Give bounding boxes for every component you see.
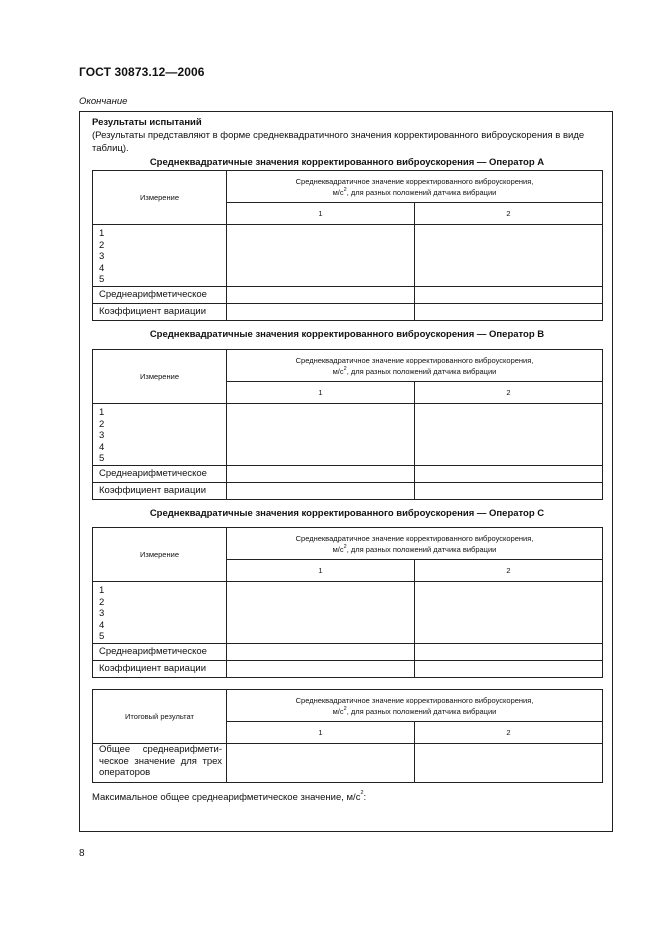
measurement-numbers: 1 2 3 4 5 — [93, 582, 227, 644]
value-header: Среднеквадратичное значение корректированного виброускорения, $м/с^2$, для разных положений датчика вибрации — [227, 690, 603, 722]
column-1-header: 1 — [227, 560, 415, 582]
value-cell[interactable] — [415, 286, 603, 303]
final-result-table — [92, 689, 603, 783]
value-cell[interactable] — [415, 643, 603, 660]
table-title-operator-b: Среднеквадратичные значения корректированного виброускорения — Оператор В — [149, 329, 545, 340]
value-cell[interactable] — [415, 465, 603, 482]
value-header: Среднеквадратичное значение корректированного виброускорения, $м/с^2$, для разных положений датчика вибрации — [227, 171, 603, 203]
column-1-header: 1 — [227, 382, 415, 404]
measurement-numbers: 1 2 3 4 5 — [93, 225, 227, 287]
continuation-label: Окончание — [79, 96, 128, 107]
results-table-operator-c — [92, 527, 603, 678]
table-title-operator-c: Среднеквадратичные значения корректированного виброускорения — Оператор С — [149, 508, 545, 519]
value-cell[interactable] — [415, 303, 603, 320]
value-cell[interactable] — [227, 482, 415, 499]
results-table-operator-b — [92, 349, 603, 500]
column-2-header: 2 — [415, 203, 603, 225]
column-2-header: 2 — [415, 382, 603, 404]
max-mean-value-line: Максимальное общее среднеарифметическое значение, $м/с^2$: — [92, 790, 367, 803]
final-result-header: Итоговый результат — [93, 690, 227, 744]
measure-header: Измерение — [93, 528, 227, 582]
column-2-header: 2 — [415, 560, 603, 582]
cv-row-label: Коэффициент вариации — [93, 303, 227, 320]
overall-mean-label: Общее среднеарифмети- ческое значение для трех операторов — [93, 744, 227, 783]
column-1-header: 1 — [227, 722, 415, 744]
value-cell[interactable] — [227, 303, 415, 320]
value-cell[interactable] — [227, 582, 415, 644]
mean-row-label: Среднеарифметическое — [93, 286, 227, 303]
results-note: (Результаты представляют в форме среднеквадратичного значения корректированного виброускорения в виде таблиц). — [92, 130, 585, 154]
mean-row-label: Среднеарифметическое — [93, 643, 227, 660]
value-cell[interactable] — [415, 660, 603, 677]
value-cell[interactable] — [227, 465, 415, 482]
value-cell[interactable] — [227, 744, 415, 783]
value-cell[interactable] — [227, 286, 415, 303]
value-cell[interactable] — [415, 225, 603, 287]
value-cell[interactable] — [415, 404, 603, 466]
value-cell[interactable] — [415, 582, 603, 644]
value-cell[interactable] — [415, 744, 603, 783]
document-title: ГОСТ 30873.12—2006 — [79, 65, 205, 79]
value-cell[interactable] — [227, 660, 415, 677]
column-1-header: 1 — [227, 203, 415, 225]
cv-row-label: Коэффициент вариации — [93, 482, 227, 499]
mean-row-label: Среднеарифметическое — [93, 465, 227, 482]
cv-row-label: Коэффициент вариации — [93, 660, 227, 677]
results-heading: Результаты испытаний — [92, 117, 202, 128]
value-cell[interactable] — [415, 482, 603, 499]
page-number: 8 — [79, 848, 85, 859]
value-cell[interactable] — [227, 225, 415, 287]
value-header: Среднеквадратичное значение корректированного виброускорения, $м/с^2$, для разных положений датчика вибрации — [227, 350, 603, 382]
measure-header: Измерение — [93, 350, 227, 404]
value-header: Среднеквадратичное значение корректированного виброускорения, $м/с^2$, для разных положений датчика вибрации — [227, 528, 603, 560]
results-table-operator-a — [92, 170, 603, 321]
measure-header: Измерение — [93, 171, 227, 225]
value-cell[interactable] — [227, 643, 415, 660]
table-title-operator-a: Среднеквадратичные значения корректированного виброускорения — Оператор А — [149, 157, 545, 168]
column-2-header: 2 — [415, 722, 603, 744]
measurement-numbers: 1 2 3 4 5 — [93, 404, 227, 466]
value-cell[interactable] — [227, 404, 415, 466]
